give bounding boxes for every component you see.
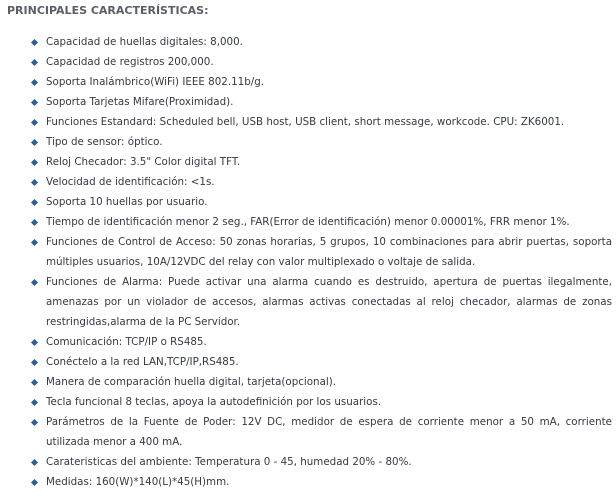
feature-text: Soporta Inalámbrico(WiFi) IEEE 802.11b/g. — [46, 76, 265, 88]
feature-item — [0, 152, 616, 172]
features-list — [0, 32, 616, 492]
feature-text: Medidas: 160(W)*140(L)*45(H)mm. — [46, 476, 230, 488]
feature-text: Soporta Tarjetas Mifare(Proximidad). — [46, 96, 234, 108]
feature-item — [0, 52, 616, 72]
diamond-bullet-icon — [31, 99, 38, 106]
feature-text: Capacidad de registros 200,000. — [46, 56, 214, 68]
diamond-bullet-icon — [31, 399, 38, 406]
feature-text: Funciones Estandard: Scheduled bell, USB host, USB client, short message, workcode. CPU: ZK6001. — [46, 116, 565, 128]
feature-text: Funciones de Control de Acceso: 50 zonas horarias, 5 grupos, 10 combinaciones para abrir puertas, soporta múltiples usuarios, 10A/12VDC del relay con valor multiplexado o voltaje de salida. — [46, 236, 612, 268]
diamond-bullet-icon — [31, 219, 38, 226]
diamond-bullet-icon — [31, 339, 38, 346]
feature-text: Comunicación: TCP/IP o RS485. — [46, 336, 207, 348]
feature-text: Carateristicas del ambiente: Temperatura 0 - 45, humedad 20% - 80%. — [46, 456, 412, 468]
feature-item — [0, 392, 616, 412]
feature-item — [0, 352, 616, 372]
diamond-bullet-icon — [31, 79, 38, 86]
feature-text: Parámetros de la Fuente de Poder: 12V DC, medidor de espera de corriente menor a 50 mA, corriente utilizada menor a 400 mA. — [46, 416, 612, 448]
diamond-bullet-icon — [31, 279, 38, 286]
feature-text: Tipo de sensor: óptico. — [46, 136, 163, 148]
feature-item — [0, 372, 616, 392]
diamond-bullet-icon — [31, 199, 38, 206]
feature-text: Conéctelo a la red LAN,TCP/IP,RS485. — [46, 356, 239, 368]
feature-item — [0, 232, 616, 272]
feature-text: Tiempo de identificación menor 2 seg., FAR(Error de identificación) menor 0.00001%, FRR menor 1%. — [46, 216, 570, 228]
feature-item — [0, 212, 616, 232]
feature-item — [0, 472, 616, 492]
diamond-bullet-icon — [31, 39, 38, 46]
feature-text: Capacidad de huellas digitales: 8,000. — [46, 36, 243, 48]
diamond-bullet-icon — [31, 139, 38, 146]
feature-text: Velocidad de identificación: <1s. — [46, 176, 215, 188]
feature-text: Funciones de Alarma: Puede activar una alarma cuando es destruido, apertura de puertas ilegalmente, amenazas por un violador de accesos, alarmas activas conectadas al reloj checador, alarmas de zonas restringidas,alarma de la PC Servidor. — [46, 276, 612, 328]
feature-item — [0, 332, 616, 352]
feature-item — [0, 412, 616, 452]
diamond-bullet-icon — [31, 379, 38, 386]
diamond-bullet-icon — [31, 159, 38, 166]
diamond-bullet-icon — [31, 479, 38, 486]
page-heading: PRINCIPALES CARACTERÍSTICAS: — [7, 4, 209, 17]
diamond-bullet-icon — [31, 239, 38, 246]
feature-item — [0, 192, 616, 212]
feature-text: Reloj Checador: 3.5" Color digital TFT. — [46, 156, 241, 168]
feature-text: Soporta 10 huellas por usuario. — [46, 196, 208, 208]
feature-item — [0, 92, 616, 112]
feature-item — [0, 272, 616, 332]
diamond-bullet-icon — [31, 59, 38, 66]
diamond-bullet-icon — [31, 119, 38, 126]
feature-item — [0, 172, 616, 192]
diamond-bullet-icon — [31, 459, 38, 466]
feature-item — [0, 132, 616, 152]
feature-item — [0, 72, 616, 92]
diamond-bullet-icon — [31, 179, 38, 186]
feature-text: Tecla funcional 8 teclas, apoya la autodefinición por los usuarios. — [46, 396, 382, 408]
feature-item — [0, 32, 616, 52]
diamond-bullet-icon — [31, 359, 38, 366]
feature-item — [0, 452, 616, 472]
feature-text: Manera de comparación huella digital, tarjeta(opcional). — [46, 376, 337, 388]
diamond-bullet-icon — [31, 419, 38, 426]
feature-item — [0, 112, 616, 132]
